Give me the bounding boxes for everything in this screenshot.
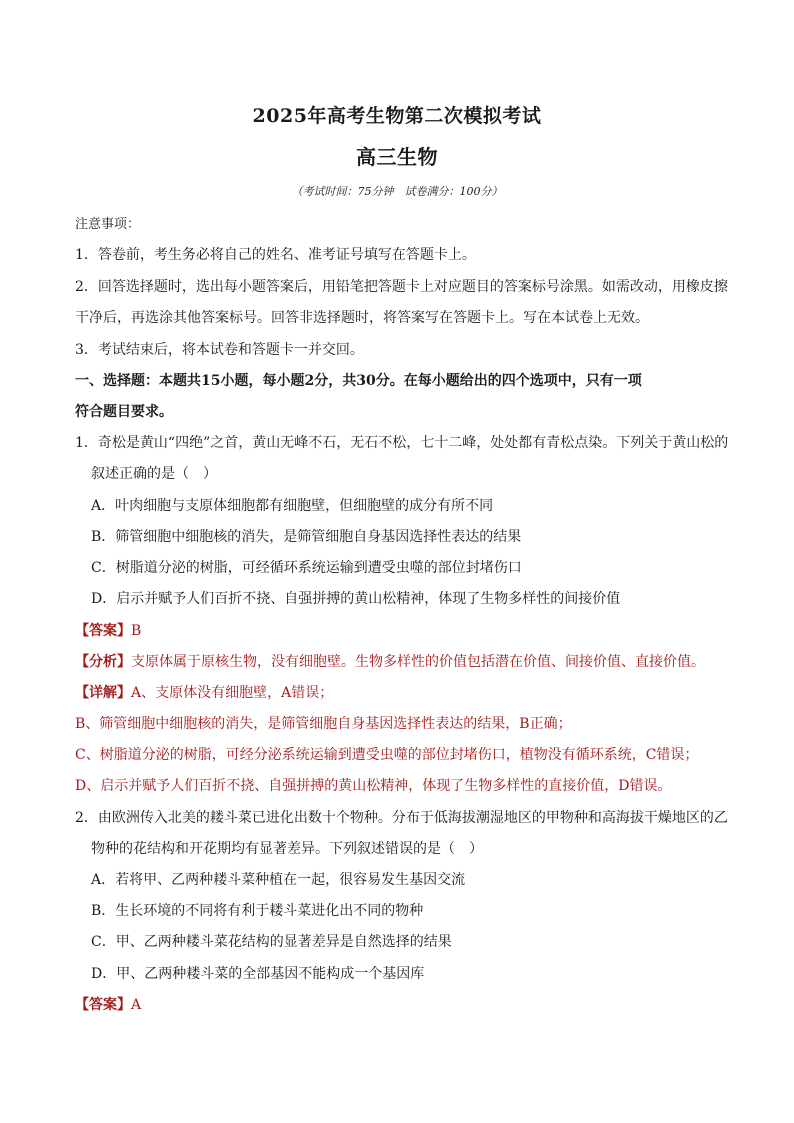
q1-option-c: C．树脂道分泌的树脂，可经循环系统运输到遭受虫噬的部位封堵伤口 (91, 560, 522, 576)
q1-analysis (75, 652, 705, 672)
answer-tag: 【答案】 (75, 623, 131, 639)
q1-detail (75, 683, 333, 703)
q1-stem-line-2: 叙述正确的是（ ） (91, 466, 217, 482)
answer-tag: 【答案】 (75, 997, 131, 1013)
q1-detail-c: C、树脂道分泌的树脂，可经分泌系统运输到遭受虫噬的部位封堵伤口，植物没有循环系统，C错误； (75, 747, 699, 763)
section-1-heading-line-1: 一、选择题：本题共15小题，每小题2分，共30分。在每小题给出的四个选项中，只有一项 (75, 373, 642, 389)
q1-answer (75, 621, 141, 641)
q2-option-a: A．若将甲、乙两种耧斗菜种植在一起，很容易发生基因交流 (91, 872, 466, 888)
q1-option-b: B．筛管细胞中细胞核的消失，是筛管细胞自身基因选择性表达的结果 (91, 529, 522, 545)
analysis-tag: 【分析】 (75, 654, 131, 670)
page-subtitle: 高三生物 (356, 145, 438, 169)
analysis-text: 支原体属于原核生物，没有细胞壁。生物多样性的价值包括潜在价值、间接价值、直接价值。 (131, 654, 705, 670)
q2-option-b: B．生长环境的不同将有利于耧斗菜进化出不同的物种 (91, 903, 424, 919)
notice-item-1: 1．答卷前，考生务必将自己的姓名、准考证号填写在答题卡上。 (75, 247, 476, 263)
q2-option-d: D．甲、乙两种耧斗菜的全部基因不能构成一个基因库 (91, 966, 425, 982)
q2-option-c: C．甲、乙两种耧斗菜花结构的显著差异是自然选择的结果 (91, 934, 452, 950)
notice-heading: 注意事项： (75, 217, 141, 232)
detail-tag: 【详解】 (75, 685, 131, 701)
q1-option-d: D．启示并赋予人们百折不挠、自强拼搏的黄山松精神，体现了生物多样性的间接价值 (91, 591, 621, 607)
page-title: 2025年高考生物第二次模拟考试 (252, 105, 542, 127)
notice-item-2-line-2: 干净后，再选涂其他答案标号。回答非选择题时，将答案写在答题卡上。写在本试卷上无效。 (75, 310, 649, 326)
detail-a: A、支原体没有细胞壁，A错误； (131, 685, 334, 701)
q1-stem-line-1: 1．奇松是黄山“四绝”之首，黄山无峰不石，无石不松，七十二峰，处处都有青松点染。下列关于黄山松的 (75, 435, 729, 451)
q2-answer (75, 995, 141, 1015)
notice-item-2-line-1: 2．回答选择题时，选出每小题答案后，用铅笔把答题卡上对应题目的答案标号涂黑。如需改动，用橡皮擦 (75, 279, 728, 295)
section-1-heading-line-2: 符合题目要求。 (75, 404, 173, 420)
notice-item-3: 3．考试结束后，将本试卷和答题卡一并交回。 (75, 342, 364, 358)
q1-option-a: A．叶肉细胞与支原体细胞都有细胞壁，但细胞壁的成分有所不同 (91, 498, 494, 514)
q2-stem-line-2: 物种的花结构和开花期均有显著差异。下列叙述错误的是（ ） (91, 841, 483, 857)
q1-detail-b: B、筛管细胞中细胞核的消失，是筛管细胞自身基因选择性表达的结果，B正确； (75, 716, 572, 732)
exam-info: （考试时间：75分钟 试卷满分：100分） (291, 185, 503, 198)
answer-value: B (131, 623, 142, 639)
answer-value: A (131, 997, 142, 1013)
q1-detail-d: D、启示并赋予人们百折不挠、自强拼搏的黄山松精神，体现了生物多样性的直接价值，D错误。 (75, 778, 672, 794)
q2-stem-line-1: 2．由欧洲传入北美的耧斗菜已进化出数十个物种。分布于低海拔潮湿地区的甲物种和高海拔干燥地区的乙 (75, 810, 728, 826)
